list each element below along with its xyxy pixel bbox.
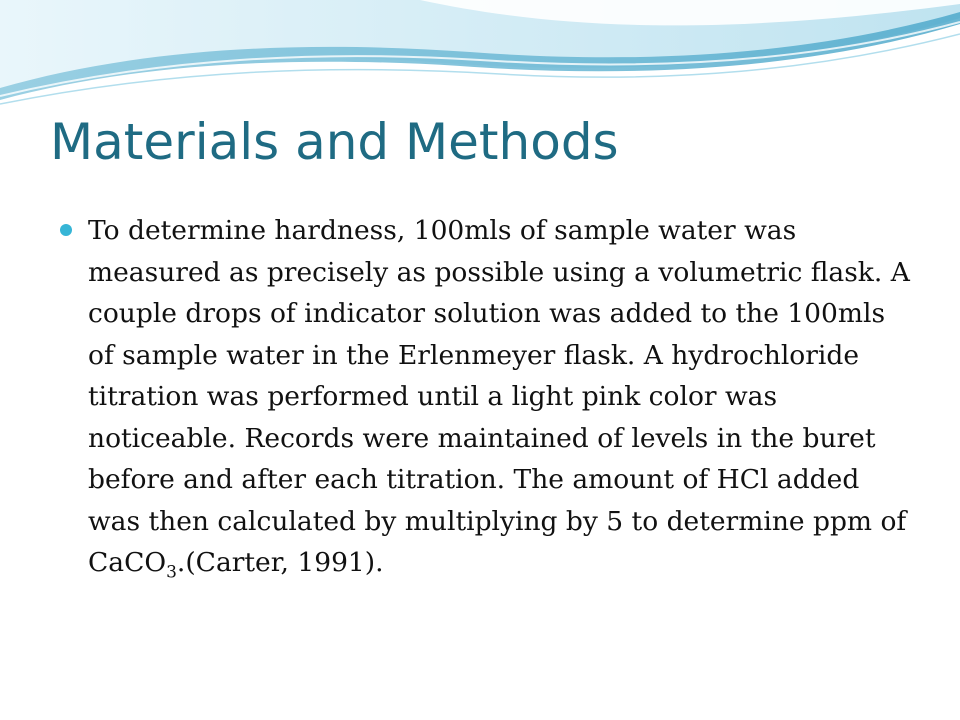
wave-banner-icon	[0, 0, 960, 120]
subscript-three: 3	[166, 562, 177, 583]
paragraph-text: To determine hardness, 100mls of sample water was measured as precisely as possible using a volumetric flask. A couple drops of indicator solution was added to the 100mls of sample water in the Erlenmeyer flask. A hydrochloride titration was performed until a light pink color was noticeable. Records were maintained of levels in the buret before and after each titration. The amount of HCl added was then calculated by multiplying by 5 to determine ppm of CaCO	[88, 215, 910, 578]
slide-title: Materials and Methods	[50, 113, 619, 171]
bullet-paragraph	[60, 210, 910, 584]
paragraph-citation: .(Carter, 1991).	[176, 547, 384, 578]
bullet-dot-icon	[60, 224, 72, 236]
bullet-list	[60, 210, 910, 584]
